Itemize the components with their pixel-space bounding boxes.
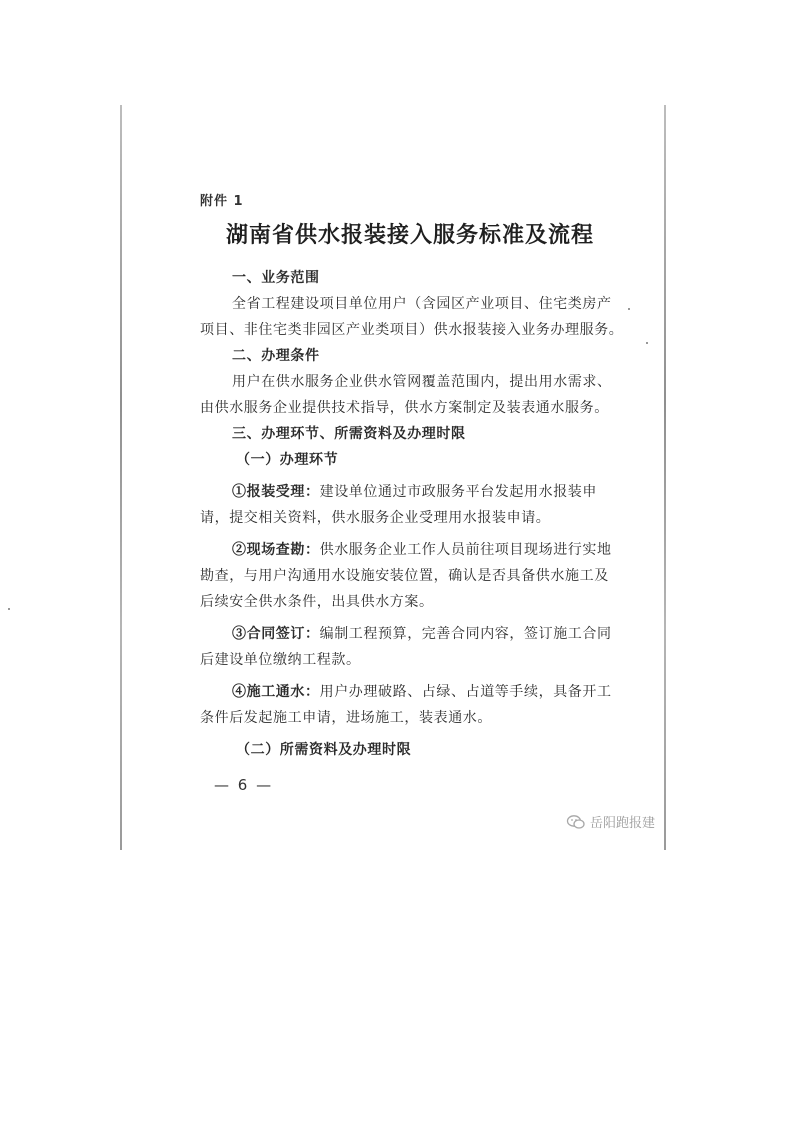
document-title: 湖南省供水报装接入服务标准及流程 xyxy=(225,222,594,248)
step-item-4 xyxy=(200,679,620,705)
step-label: ②现场查勘： xyxy=(232,542,320,558)
step-label: ④施工通水： xyxy=(232,684,320,700)
paragraph-line: 用户在供水服务企业供水管网覆盖范围内，提出用水需求、 xyxy=(232,374,612,390)
paragraph-line: 全省工程建设项目单位用户（含园区产业项目、住宅类房产 xyxy=(232,296,612,312)
step-label: ①报装受理： xyxy=(232,484,320,500)
section-heading-process: 三、办理环节、所需资料及办理时限 xyxy=(232,426,466,442)
scan-speck xyxy=(628,308,630,310)
paragraph-line: 后续安全供水条件，出具供水方案。 xyxy=(200,594,434,610)
step-text: 供水服务企业工作人员前往项目现场进行实地 xyxy=(319,542,612,558)
step-label: ③合同签订： xyxy=(232,626,320,642)
paragraph-line: 勘查，与用户沟通用水设施安装位置，确认是否具备供水施工及 xyxy=(200,568,609,584)
paragraph-line: 由供水服务企业提供技术指导，供水方案制定及装表通水服务。 xyxy=(200,400,609,416)
subsection-heading-steps: （一）办理环节 xyxy=(236,452,339,468)
paragraph-line: 请，提交相关资料，供水服务企业受理用水报装申请。 xyxy=(200,510,551,526)
step-text: 编制工程预算，完善合同内容，签订施工合同 xyxy=(319,626,612,642)
page-number: — 6 — xyxy=(214,776,274,794)
attachment-label: 附件 1 xyxy=(200,194,244,209)
scan-edge-left xyxy=(120,105,122,850)
scan-edge-right xyxy=(664,105,666,850)
watermark-text: 岳阳跑报建 xyxy=(590,816,656,831)
wechat-icon xyxy=(566,814,586,830)
step-item-1 xyxy=(200,479,620,505)
step-item-3 xyxy=(200,621,620,647)
scan-speck xyxy=(8,608,10,610)
section-heading-scope: 一、业务范围 xyxy=(232,270,320,286)
step-text: 用户办理破路、占绿、占道等手续，具备开工 xyxy=(319,684,612,700)
section-heading-conditions: 二、办理条件 xyxy=(232,348,320,364)
scan-speck xyxy=(646,342,648,344)
watermark xyxy=(566,812,655,831)
step-item-2 xyxy=(200,537,620,563)
subsection-heading-materials: （二）所需资料及办理时限 xyxy=(236,742,412,758)
document-body xyxy=(200,190,624,763)
step-text: 建设单位通过市政服务平台发起用水报装申 xyxy=(319,484,598,500)
paragraph-line: 后建设单位缴纳工程款。 xyxy=(200,652,361,668)
paragraph-line: 条件后发起施工申请，进场施工，装表通水。 xyxy=(200,710,492,726)
paragraph-line: 项目、非住宅类非园区产业类项目）供水报装接入业务办理服务。 xyxy=(200,322,624,338)
